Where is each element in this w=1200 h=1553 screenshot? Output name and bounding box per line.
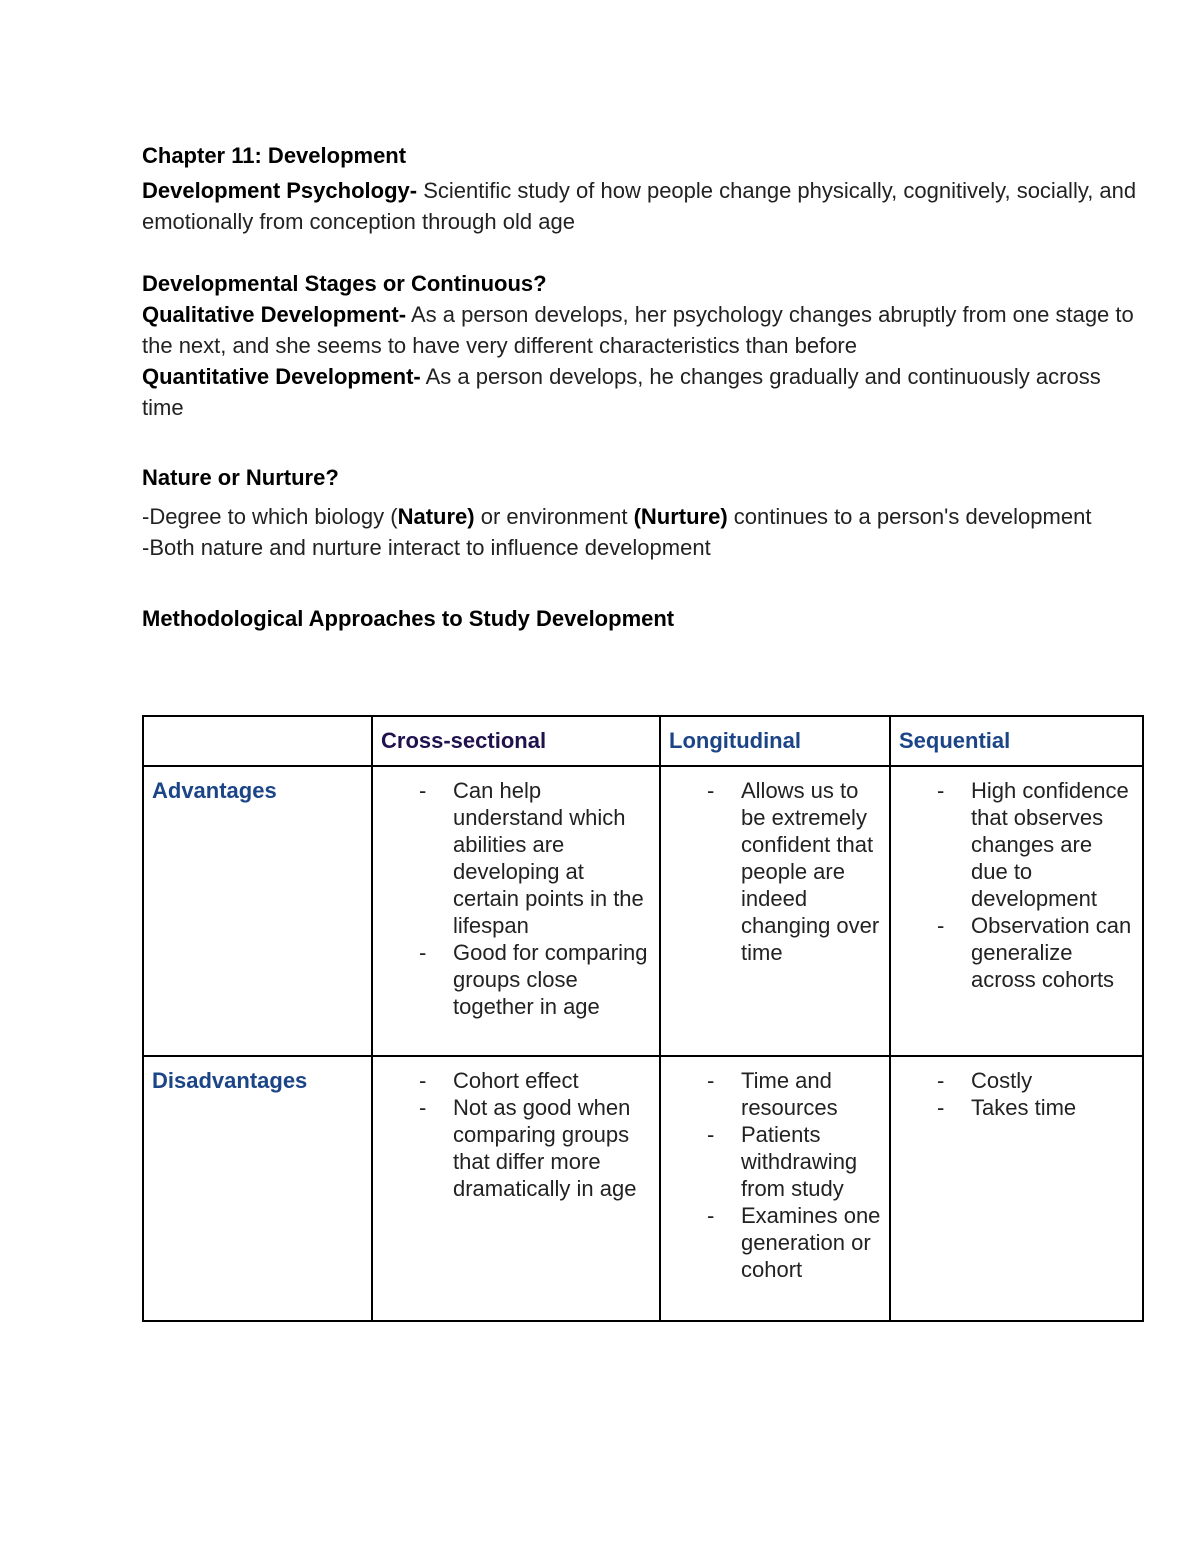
definition-text: Scientific study of how people change physically, cognitively, socially, and emotionally from conception through old age [142,178,1137,234]
column-header-cross-sectional: Cross-sectional [372,716,660,766]
nature-term: Nature) [397,504,475,529]
table-cell [372,766,660,1056]
list-item: - Not as good when comparing groups that differ more dramatically in age [453,1094,651,1202]
nature-line-1 [142,501,1142,532]
spacer [142,237,1142,268]
section-heading-stages: Developmental Stages or Continuous? [142,271,547,296]
row-header-advantages: Advantages [143,766,372,1056]
bullet-list [669,1067,881,1283]
definition-text: As a person develops, he changes gradually and continuously across time [142,364,1101,420]
table-cell [660,1056,890,1321]
list-item: - Observation can generalize across cohorts [971,912,1134,993]
table-row-disadvantages [143,1056,1143,1321]
bullet-list [381,1067,651,1202]
definition-qualitative [142,299,1142,361]
term-label: Development Psychology- [142,178,418,203]
list-item: - Time and resources [741,1067,881,1121]
list-item: - Can help understand which abilities are developing at certain points in the lifespan [453,777,651,939]
list-item: - Costly [971,1067,1134,1094]
bullet-list [899,1067,1134,1121]
definition-quantitative [142,361,1142,423]
spacer [142,423,1142,462]
table-cell [372,1056,660,1321]
table-cell [660,766,890,1056]
section-heading-nature: Nature or Nurture? [142,465,339,490]
nurture-term: (Nurture) [633,504,728,529]
definition-development-psychology [142,175,1142,237]
table-cell [890,1056,1143,1321]
list-item: - High confidence that observes changes are due to development [971,777,1134,912]
row-header-disadvantages: Disadvantages [143,1056,372,1321]
column-header-longitudinal: Longitudinal [660,716,890,766]
table-corner-cell [143,716,372,766]
list-item: - Examines one generation or cohort [741,1202,881,1283]
text-run: continues to a person's development [727,504,1092,529]
list-item: - Takes time [971,1094,1134,1121]
table-row-advantages [143,766,1143,1056]
term-label: Quantitative Development- [142,364,421,389]
methods-table [142,715,1144,1322]
table-cell [890,766,1143,1056]
definition-text: As a person develops, her psychology changes abruptly from one stage to the next, and she seems to have very different characteristics than before [142,302,1134,358]
chapter-title: Chapter 11: Development [142,143,407,168]
list-item: - Good for comparing groups close together in age [453,939,651,1020]
section-heading-methods: Methodological Approaches to Study Development [142,606,675,631]
nature-line-2: -Both nature and nurture interact to influence development [142,535,711,560]
spacer [142,563,1142,603]
column-header-sequential: Sequential [890,716,1143,766]
table-header-row [143,716,1143,766]
list-item: - Allows us to be extremely confident that people are indeed changing over time [741,777,881,966]
bullet-list [669,777,881,966]
document-body [142,140,1142,634]
text-run: or environment [474,504,634,529]
list-item: - Patients withdrawing from study [741,1121,881,1202]
text-run: -Degree to which biology ( [142,504,398,529]
bullet-list [899,777,1134,993]
list-item: - Cohort effect [453,1067,651,1094]
term-label: Qualitative Development- [142,302,407,327]
bullet-list [381,777,651,1020]
